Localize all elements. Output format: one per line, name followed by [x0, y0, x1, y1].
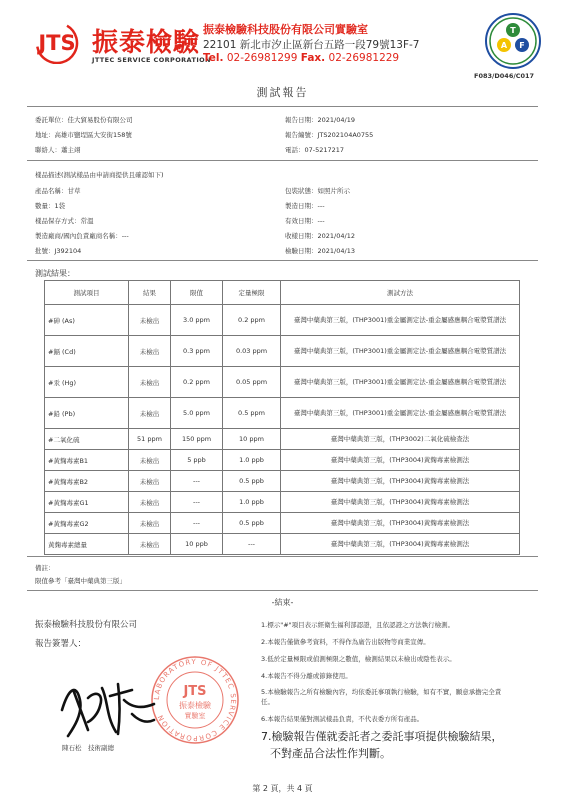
cell-result: 51 ppm [129, 429, 171, 450]
note-5: 5.本檢驗報告之所有檢驗內容，均依委託事項執行檢驗，如有不實，願意承擔完全責任。 [261, 688, 502, 706]
cell-method: 臺灣中藥典第三版，(THP3004)黃麴毒素檢測法 [281, 492, 520, 513]
cell-method: 臺灣中藥典第三版，(THP3004)黃麴毒素檢測法 [281, 471, 520, 492]
client-address-label: 地址： [35, 131, 55, 139]
cell-loq: 0.2 ppm [223, 305, 281, 336]
cell-result: 未檢出 [129, 492, 171, 513]
report-no-value: JTS202104A0755 [317, 131, 374, 139]
quantity-label: 數量： [35, 202, 55, 210]
report-no-label: 報告編號： [285, 131, 318, 139]
cell-loq: 0.05 ppm [223, 367, 281, 398]
note-1: 1.標示"#"項目表示經衛生福利部認證，且依認證之方法執行檢測。 [261, 621, 455, 629]
results-header-row [45, 281, 520, 305]
lot-value: J392104 [54, 247, 82, 255]
cell-result: 未檢出 [129, 398, 171, 429]
test-date-row [285, 246, 355, 255]
note-4: 4.本報告不得分離或節錄使用。 [261, 672, 352, 680]
cell-result: 未檢出 [129, 336, 171, 367]
cell-loq: 0.5 ppm [223, 398, 281, 429]
table-row [45, 336, 520, 367]
cell-result: 未檢出 [129, 471, 171, 492]
package-value: 如照片所示 [317, 187, 350, 195]
cell-loq: 1.0 ppb [223, 492, 281, 513]
table-row [45, 471, 520, 492]
note-2: 2.本報告僅做參考資料，不得作為廣告出版物等商業宣傳。 [261, 638, 430, 646]
cell-limit: 5.0 ppm [171, 398, 223, 429]
client-row [35, 115, 133, 124]
cell-item: #鎘 (Cd) [45, 336, 129, 367]
jts-logo-text: JTS [38, 31, 76, 55]
client-label: 委託單位： [35, 116, 68, 124]
accreditation-id: F083/D046/C017 [474, 72, 535, 80]
test-date-label: 檢驗日期： [285, 247, 318, 255]
brand-name: 振泰檢驗 [92, 28, 201, 58]
signer-name-title: 陳石松 技術副總 [62, 744, 114, 752]
stamp-center-text: 振泰檢驗 [179, 701, 211, 710]
tel-number: 02-26981299 [226, 52, 298, 64]
lab-address: 22101 新北市汐止區新台五路一段79號13F-7 [203, 39, 420, 51]
results-table [44, 280, 520, 555]
cell-item: #汞 (Hg) [45, 367, 129, 398]
cell-loq: 0.5 ppb [223, 471, 281, 492]
exp-date-row [285, 216, 325, 225]
sample-description: 樣品描述(測試樣品由申請商提供且確認如下) [35, 171, 164, 179]
cell-item: #二氧化硫 [45, 429, 129, 450]
taf-accreditation-logo [484, 12, 542, 70]
lab-contact [203, 52, 399, 64]
cell-result: 未檢出 [129, 305, 171, 336]
cell-limit: 3.0 ppm [171, 305, 223, 336]
page-number: 第 2 頁，共 4 頁 [252, 784, 313, 793]
cell-limit: --- [171, 513, 223, 534]
cell-item: #鉛 (Pb) [45, 398, 129, 429]
cell-result: 未檢出 [129, 534, 171, 555]
phone-row [285, 145, 344, 154]
cell-item: #黃麴毒素G1 [45, 492, 129, 513]
table-row [45, 534, 520, 555]
remarks-text: 限值參考「臺灣中藥典第三版」 [35, 577, 126, 585]
svg-text:LABORATORY OF JTTEC SERVICE CO [153, 658, 237, 742]
cell-limit: 10 ppb [171, 534, 223, 555]
contact-label: 聯絡人： [35, 146, 61, 154]
cell-item: #黃麴毒素B1 [45, 450, 129, 471]
divider [27, 160, 538, 161]
cell-loq: 0.03 ppm [223, 336, 281, 367]
column-header: 限值 [171, 281, 223, 305]
cell-method: 臺灣中藥典第三版，(THP3001)重金屬測定法-重金屬感應耦合電漿質譜法 [281, 305, 520, 336]
results-heading: 測試結果： [35, 269, 75, 278]
cell-loq: --- [223, 534, 281, 555]
test-date-value: 2021/04/13 [317, 247, 355, 255]
report-date-value: 2021/04/19 [317, 116, 355, 124]
signer-label: 報告簽署人： [35, 639, 87, 649]
mfg-date-label: 製造日期： [285, 202, 318, 210]
cell-item: #黃麴毒素B2 [45, 471, 129, 492]
storage-label: 樣品保存方式： [35, 217, 81, 225]
fax-label: Fax. [300, 52, 326, 64]
manufacturer-label: 製造廠商/國內負責廠商名稱： [35, 232, 122, 240]
contact-row [35, 145, 81, 154]
divider [27, 106, 538, 107]
stamp-bottom-text: 實驗室 [184, 712, 206, 720]
jts-logo [28, 22, 86, 64]
column-header: 測試方法 [281, 281, 520, 305]
stamp-ring-text: LABORATORY OF JTTEC SERVICE CORPORATION [152, 657, 238, 743]
cell-loq: 1.0 ppb [223, 450, 281, 471]
divider [27, 556, 538, 557]
table-row [45, 492, 520, 513]
package-row [285, 186, 350, 195]
cell-method: 臺灣中藥典第三版，(THP3001)重金屬測定法-重金屬感應耦合電漿質譜法 [281, 336, 520, 367]
product-name-row [35, 186, 81, 195]
cell-limit: --- [171, 492, 223, 513]
cell-result: 未檢出 [129, 367, 171, 398]
received-date-label: 收樣日期： [285, 232, 318, 240]
cell-result: 未檢出 [129, 513, 171, 534]
note-7: 7.檢驗報告僅就委託者之委託事項提供檢驗結果， [261, 730, 503, 743]
company-name: 振泰檢驗科技股份有限公司 [35, 620, 138, 630]
cell-limit: 0.2 ppm [171, 367, 223, 398]
cell-result: 未檢出 [129, 450, 171, 471]
report-date-label: 報告日期： [285, 116, 318, 124]
package-label: 包裝狀態： [285, 187, 318, 195]
column-header: 測試項目 [45, 281, 129, 305]
column-header: 定量極限 [223, 281, 281, 305]
cell-item: 黃麴毒素總量 [45, 534, 129, 555]
handwritten-signature [58, 670, 158, 742]
cell-method: 臺灣中藥典第三版，(THP3001)重金屬測定法-重金屬感應耦合電漿質譜法 [281, 398, 520, 429]
lab-name: 振泰檢驗科技股份有限公司實驗室 [203, 23, 368, 36]
end-mark: -結束- [271, 598, 294, 607]
fax-number: 02-26981229 [328, 52, 400, 64]
product-name-label: 產品名稱： [35, 187, 68, 195]
cell-loq: 10 ppm [223, 429, 281, 450]
cell-method: 臺灣中藥典第三版，(THP3002)二氧化硫檢查法 [281, 429, 520, 450]
divider [27, 260, 538, 261]
mfg-date-value: --- [317, 202, 325, 210]
stamp-logo-text: JTS [183, 684, 207, 699]
cell-item: #砷 (As) [45, 305, 129, 336]
storage-row [35, 216, 94, 225]
taf-letter-a: A [500, 41, 508, 50]
quantity-row [35, 201, 65, 210]
table-row [45, 367, 520, 398]
cell-method: 臺灣中藥典第三版，(THP3001)重金屬測定法-重金屬感應耦合電漿質譜法 [281, 367, 520, 398]
table-row [45, 513, 520, 534]
cell-limit: 5 ppb [171, 450, 223, 471]
received-date-value: 2021/04/12 [317, 232, 355, 240]
contact-value: 蕭主翊 [61, 146, 81, 154]
product-name-value: 甘草 [67, 187, 81, 195]
exp-date-label: 有效日期： [285, 217, 318, 225]
quantity-value: 1袋 [54, 202, 66, 210]
exp-date-value: --- [317, 217, 325, 225]
cell-loq: 0.5 ppb [223, 513, 281, 534]
client-value: 佳大貿易股份有限公司 [67, 116, 133, 124]
cell-item: #黃麴毒素G2 [45, 513, 129, 534]
cell-limit: 0.3 ppm [171, 336, 223, 367]
storage-value: 常溫 [80, 217, 94, 225]
note-7-continued: 不對產品合法性作判斷。 [270, 747, 391, 760]
cell-limit: --- [171, 471, 223, 492]
manufacturer-value: --- [121, 232, 129, 240]
received-date-row [285, 231, 355, 240]
report-no-row [285, 130, 373, 139]
note-3: 3.低於定量極限或偵測極限之數值，檢測結果以未檢出或陰性表示。 [261, 655, 456, 663]
brand-english-name: JTTEC SERVICE CORPORATION [92, 56, 211, 64]
cell-limit: 150 ppm [171, 429, 223, 450]
divider [27, 590, 538, 591]
taf-letter-f: F [519, 41, 525, 50]
client-address-value: 高雄市鹽埕區大安街158號 [54, 131, 132, 139]
client-address-row [35, 130, 132, 139]
table-row [45, 398, 520, 429]
phone-label: 電話： [285, 146, 305, 154]
table-row [45, 429, 520, 450]
cell-method: 臺灣中藥典第三版，(THP3004)黃麴毒素檢測法 [281, 513, 520, 534]
column-header: 結果 [129, 281, 171, 305]
phone-value: 07-5217217 [304, 146, 345, 154]
lot-row [35, 246, 81, 255]
table-row [45, 450, 520, 471]
note-6: 6.本報告結果僅對測試樣品負責，不代表委方所有產品。 [261, 715, 424, 723]
tel-label: Tel. [203, 52, 224, 64]
table-row [45, 305, 520, 336]
mfg-date-row [285, 201, 325, 210]
manufacturer-row [35, 231, 129, 240]
taf-letter-t: T [510, 26, 516, 35]
remarks-label: 備註： [35, 564, 55, 572]
cell-method: 臺灣中藥典第三版，(THP3004)黃麴毒素檢測法 [281, 450, 520, 471]
report-title: 測試報告 [256, 86, 309, 99]
laboratory-stamp [150, 655, 240, 745]
report-date-row [285, 115, 355, 124]
lot-label: 批號： [35, 247, 55, 255]
cell-method: 臺灣中藥典第三版，(THP3004)黃麴毒素檢測法 [281, 534, 520, 555]
